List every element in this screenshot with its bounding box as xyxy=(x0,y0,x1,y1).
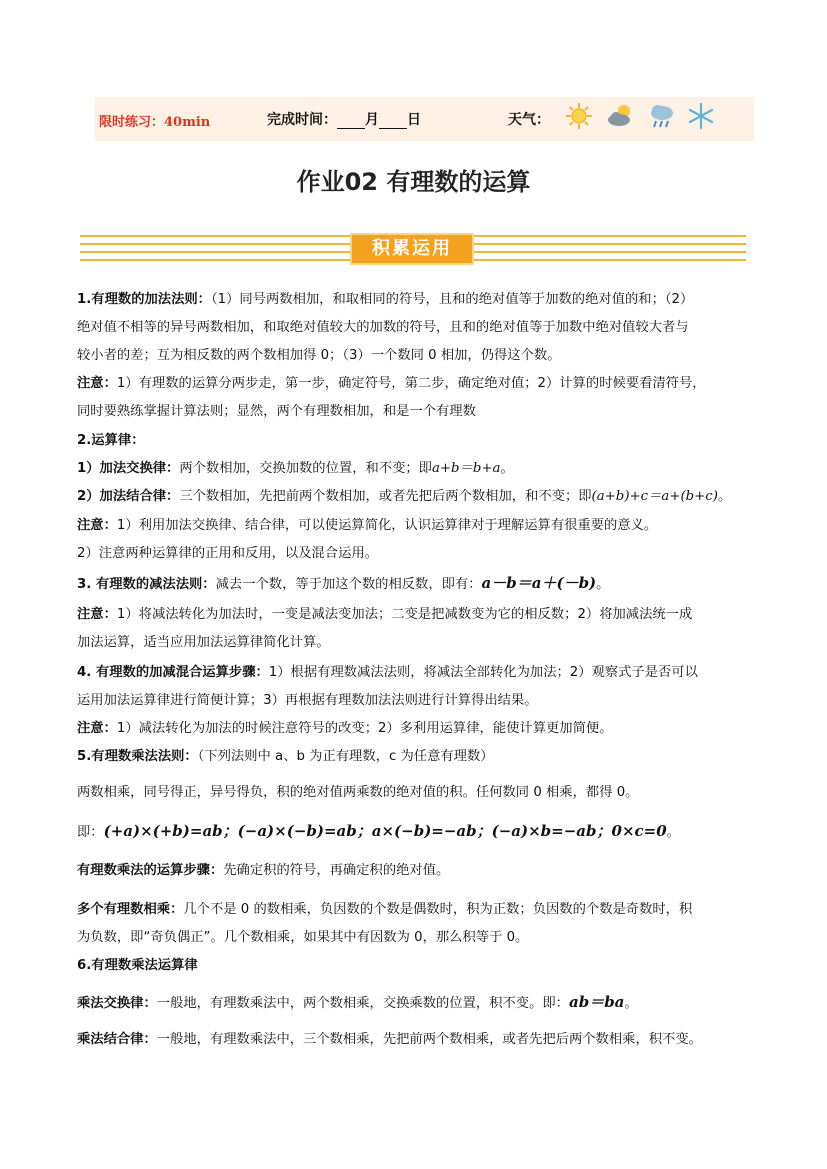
multiple-factors-line-1: 多个有理数相乘：几个不是 0 的数相乘，负因数的个数是偶数时，积为正数；负因数的个数是奇数时，积 xyxy=(77,902,693,917)
partly-cloudy-icon[interactable] xyxy=(606,101,636,131)
day-blank[interactable] xyxy=(379,114,407,129)
rule-1-line-3: 较小者的差；互为相反数的两个数相加得 0；（3）一个数同 0 相加，仍得这个数。 xyxy=(77,348,561,363)
note-3-line-2: 加法运算，适当应用加法运算律简化计算。 xyxy=(77,635,330,650)
section-banner: 积累运用 xyxy=(350,233,474,265)
header-bar xyxy=(95,97,754,141)
multiplication-steps: 有理数乘法的运算步骤：先确定积的符号，再确定积的绝对值。 xyxy=(77,863,450,878)
multiple-factors-line-2: 为负数，即“奇负偶正”。几个数相乘，如果其中有因数为 0，那么积等于 0。 xyxy=(77,930,529,945)
rule-5-formulas: 即：(+a)×(+b)=ab；(−a)×(−b)=ab；a×(−b)=−ab；(−a)×b=−ab；0×c=0。 xyxy=(77,822,680,840)
rule-3: 3. 有理数的减法法则：减去一个数，等于加这个数的相反数，即有：a－b＝a＋(－b)。 xyxy=(77,574,610,592)
month-blank[interactable] xyxy=(337,114,365,129)
sun-icon[interactable] xyxy=(564,101,594,131)
addition-commutative: 1）加法交换律：两个数相加，交换加数的位置，和不变；即a+b＝b+a。 xyxy=(77,461,514,476)
rule-1-line-1: 1.有理数的加法法则：（1）同号两数相加，和取相同的符号，且和的绝对值等于加数的绝对值的和；（2） xyxy=(77,292,694,307)
note-4: 注意：1）减法转化为加法的时候注意符号的改变；2）多利用运算律，能使计算更加简便。 xyxy=(77,721,613,736)
rain-cloud-icon[interactable] xyxy=(647,101,677,131)
rule-2-heading: 2.运算律： xyxy=(77,433,145,448)
note-2-line-1: 注意：1）利用加法交换律、结合律，可以使运算简化，认识运算律对于理解运算有很重要的意义。 xyxy=(77,518,658,533)
rule-5-heading: 5.有理数乘法法则：（下列法则中 a、b 为正有理数，c 为任意有理数） xyxy=(77,749,494,764)
note-1-line-1: 注意：1）有理数的运算分两步走，第一步，确定符号，第二步，确定绝对值；2）计算的时候要看清符号， xyxy=(77,376,706,391)
note-2-line-2: 2）注意两种运算律的正用和反用，以及混合运用。 xyxy=(77,546,378,561)
rule-6-heading: 6.有理数乘法运算律 xyxy=(77,958,198,973)
note-3-line-1: 注意：1）将减法转化为加法时，一变是减法变加法；二变是把减数变为它的相反数；2）将加减法统一成 xyxy=(77,607,693,622)
rule-1-line-2: 绝对值不相等的异号两数相加，和取绝对值较大的加数的符号，且和的绝对值等于加数中绝对值较大者与 xyxy=(77,320,689,335)
note-1-line-2: 同时要熟练掌握计算法则；显然，两个有理数相加，和是一个有理数 xyxy=(77,404,476,419)
multiplication-commutative: 乘法交换律：一般地，有理数乘法中，两个数相乘，交换乘数的位置，积不变。即：ab＝ba。 xyxy=(77,993,638,1011)
rule-5-line-1: 两数相乘，同号得正，异号得负，积的绝对值两乘数的绝对值的积。任何数同 0 相乘，都得 0。 xyxy=(77,785,639,800)
time-limit: 限时练习：40min xyxy=(99,115,211,130)
multiplication-associative: 乘法结合律：一般地，有理数乘法中，三个数相乘，先把前两个数相乘，或者先把后两个数相乘，积不变。 xyxy=(77,1032,702,1047)
rule-4-line-1: 4. 有理数的加减混合运算步骤：1）根据有理数减法法则，将减法全部转化为加法；2）观察式子是否可以 xyxy=(77,665,698,680)
addition-associative: 2）加法结合律：三个数相加，先把前两个数相加，或者先把后两个数相加，和不变；即(a+b)+c＝a+(b+c)。 xyxy=(77,489,732,504)
page-title: 作业02 有理数的运算 xyxy=(296,168,531,196)
rule-4-line-2: 运用加法运算律进行简便计算；3）再根据有理数加法法则进行计算得出结果。 xyxy=(77,693,538,708)
snowflake-icon[interactable] xyxy=(686,101,716,131)
weather-label: 天气： xyxy=(508,112,550,128)
completion-date: 完成时间： 月 日 xyxy=(267,112,421,128)
